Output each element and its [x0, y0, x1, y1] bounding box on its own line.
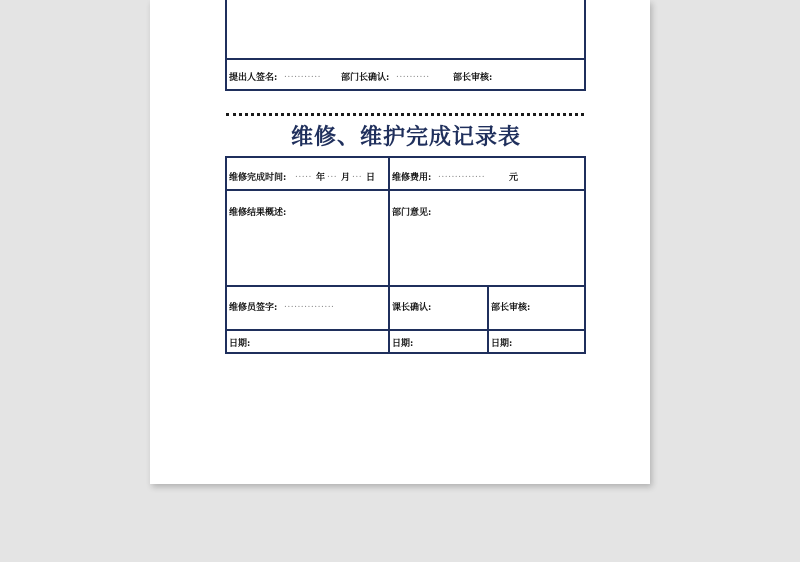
row-divider-1 [225, 189, 586, 191]
col-divider-main [388, 156, 390, 354]
cost-label: 维修费用: [392, 173, 432, 183]
cut-separator [226, 113, 584, 116]
dept-head-confirm-blank[interactable]: .......... [396, 70, 430, 80]
form-title: 维修、维护完成记录表 [290, 124, 521, 150]
dept-head-confirm-label: 部门长确认: [341, 73, 390, 83]
date-label-section-chief: 日期: [392, 339, 414, 349]
col-divider-right [487, 285, 489, 354]
date-label-repairer: 日期: [229, 339, 251, 349]
month-unit: 月 [341, 173, 351, 183]
proposer-sign-blank[interactable]: ........... [284, 70, 321, 80]
section-chief-confirm-label: 课长确认: [392, 303, 432, 313]
day-unit: 日 [366, 173, 376, 183]
proposer-sign-label: 提出人签名: [229, 73, 278, 83]
repairer-sign-blank[interactable]: ............... [284, 300, 335, 310]
completion-month-blank[interactable]: ... [327, 170, 338, 180]
repairer-sign-label: 维修员签字: [229, 303, 278, 313]
cost-blank[interactable]: .............. [438, 170, 486, 180]
completion-year-blank[interactable]: ..... [295, 170, 312, 180]
row-divider-3 [225, 329, 586, 331]
minister-review-label: 部长审核: [491, 303, 531, 313]
completion-time-label: 维修完成时间: [229, 173, 287, 183]
dept-opinion-label: 部门意见: [392, 208, 432, 218]
result-summary-area[interactable] [229, 220, 384, 280]
year-unit: 年 [316, 173, 326, 183]
row-divider-2 [225, 285, 586, 287]
date-label-minister: 日期: [491, 339, 513, 349]
result-summary-label: 维修结果概述: [229, 208, 287, 218]
minister-review-label-top: 部长审核: [453, 73, 493, 83]
completion-day-blank[interactable]: ... [352, 170, 363, 180]
currency-unit: 元 [509, 173, 519, 183]
dept-opinion-area[interactable] [392, 220, 580, 280]
top-form-divider [225, 58, 586, 60]
